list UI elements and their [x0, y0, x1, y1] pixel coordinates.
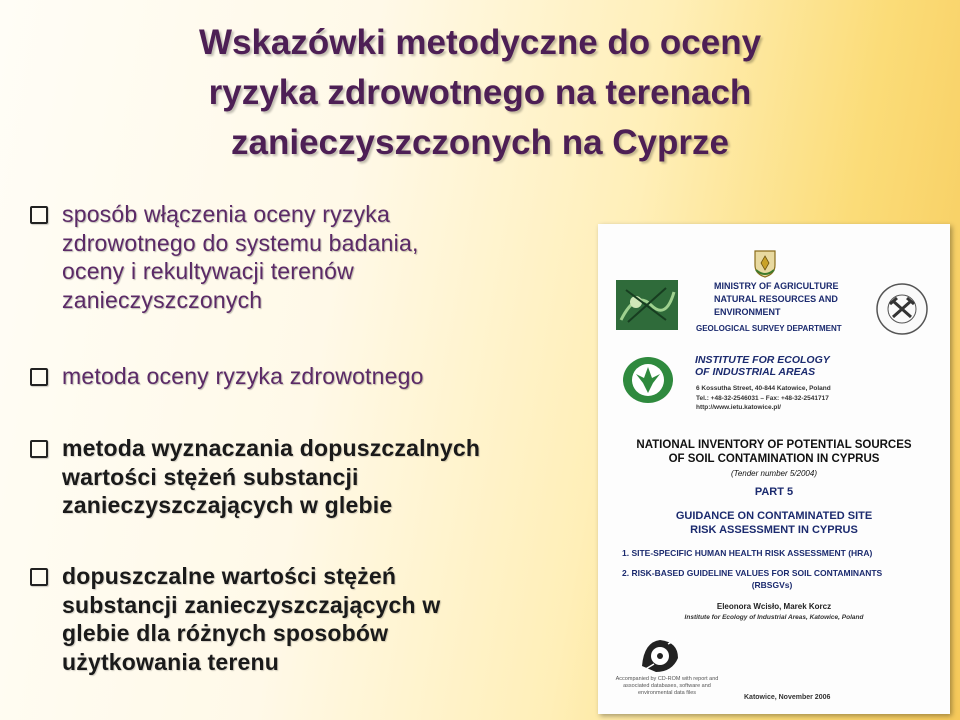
bullet-line: substancji zanieczyszczających w [62, 591, 441, 618]
bullet-text [62, 362, 424, 391]
slide-title [60, 18, 900, 168]
tender-number: (Tender number 5/2004) [731, 469, 817, 478]
title-line-1: Wskazówki metodyczne do oceny [198, 23, 762, 62]
checkbox-bullet-icon [30, 206, 48, 224]
institute-leaf-logo-icon [622, 356, 674, 404]
contents-item: 1. SITE-SPECIFIC HUMAN HEALTH RISK ASSESSMENT (HRA) [622, 548, 873, 558]
inventory-title [598, 438, 950, 466]
report-cover-image [598, 224, 950, 714]
bullet-line: oceny i rekultywacji terenów [62, 258, 354, 285]
bullet-item [24, 200, 419, 314]
cd-note-line: associated databases, software and [623, 683, 711, 689]
bullet-text [62, 200, 419, 314]
inventory-line: OF SOIL CONTAMINATION IN CYPRUS [668, 453, 880, 465]
ministry-line: MINISTRY OF AGRICULTURE [714, 281, 839, 291]
checkbox-bullet-icon [30, 368, 48, 386]
title-line-3: zanieczyszczonych na Cyprze [231, 123, 729, 162]
bullet-line: zdrowotnego do systemu badania, [62, 229, 419, 256]
institute-address [696, 384, 831, 413]
title-line-2: ryzyka zdrowotnego na terenach [208, 73, 752, 112]
address-line: http://www.ietu.katowice.pl/ [696, 404, 781, 411]
guidance-title [598, 509, 950, 537]
bullet-item [24, 434, 480, 520]
geological-survey-label: GEOLOGICAL SURVEY DEPARTMENT [696, 324, 842, 333]
contents-item: (RBSGVs) [751, 580, 793, 590]
bullet-line: wartości stężeń substancji [62, 463, 359, 490]
contents-item: 2. RISK-BASED GUIDELINE VALUES FOR SOIL CONTAMINANTS [622, 568, 883, 578]
address-line: 6 Kossutha Street, 40-844 Katowice, Poland [696, 385, 831, 392]
authors: Eleonora Wcisło, Marek Korcz [716, 602, 832, 611]
cd-note-line: environmental data files [637, 690, 697, 696]
institute-line: OF INDUSTRIAL AREAS [695, 366, 816, 378]
bullet-line: zanieczyszczonych [62, 286, 263, 313]
bullet-line: użytkowania terenu [62, 648, 280, 675]
bullet-item [24, 362, 424, 391]
geology-map-logo-icon [616, 280, 678, 330]
bullet-text [62, 434, 480, 520]
part-label: PART 5 [754, 486, 794, 498]
geological-survey-seal-icon [874, 282, 930, 336]
cd-note-line: Accompanied by CD-ROM with report and [615, 676, 719, 682]
checkbox-bullet-icon [30, 568, 48, 586]
bullet-line: metoda wyznaczania dopuszczalnych [62, 435, 481, 461]
ministry-line: NATURAL RESOURCES AND [714, 294, 838, 304]
checkbox-bullet-icon [30, 440, 48, 458]
ministry-line: ENVIRONMENT [714, 307, 781, 317]
bullet-line: glebie dla różnych sposobów [62, 620, 389, 647]
cd-rom-icon [638, 636, 682, 676]
address-line: Tel.: +48-32-2546031 – Fax: +48-32-2541717 [696, 394, 829, 402]
authors-institute: Institute for Ecology of Industrial Areas, Katowice, Poland [684, 614, 864, 621]
cd-rom-note [612, 676, 722, 697]
bullet-line: zanieczyszczających w glebie [62, 492, 393, 519]
guidance-line: GUIDANCE ON CONTAMINATED SITE [675, 510, 873, 522]
cyprus-emblem-icon [752, 248, 778, 278]
bullet-line: metoda oceny ryzyka zdrowotnego [62, 363, 424, 389]
institute-name [695, 354, 830, 378]
institute-line: INSTITUTE FOR ECOLOGY [695, 354, 830, 366]
bullet-line: sposób włączenia oceny ryzyka [62, 201, 390, 227]
ministry-name [714, 280, 839, 319]
bullet-line: dopuszczalne wartości stężeń [62, 563, 397, 589]
publication-date: Katowice, November 2006 [744, 694, 831, 701]
bullet-text [62, 562, 440, 676]
guidance-line: RISK ASSESSMENT IN CYPRUS [690, 524, 858, 536]
inventory-line: NATIONAL INVENTORY OF POTENTIAL SOURCES [636, 439, 912, 451]
contents-list [622, 547, 922, 591]
bullet-item [24, 562, 440, 676]
